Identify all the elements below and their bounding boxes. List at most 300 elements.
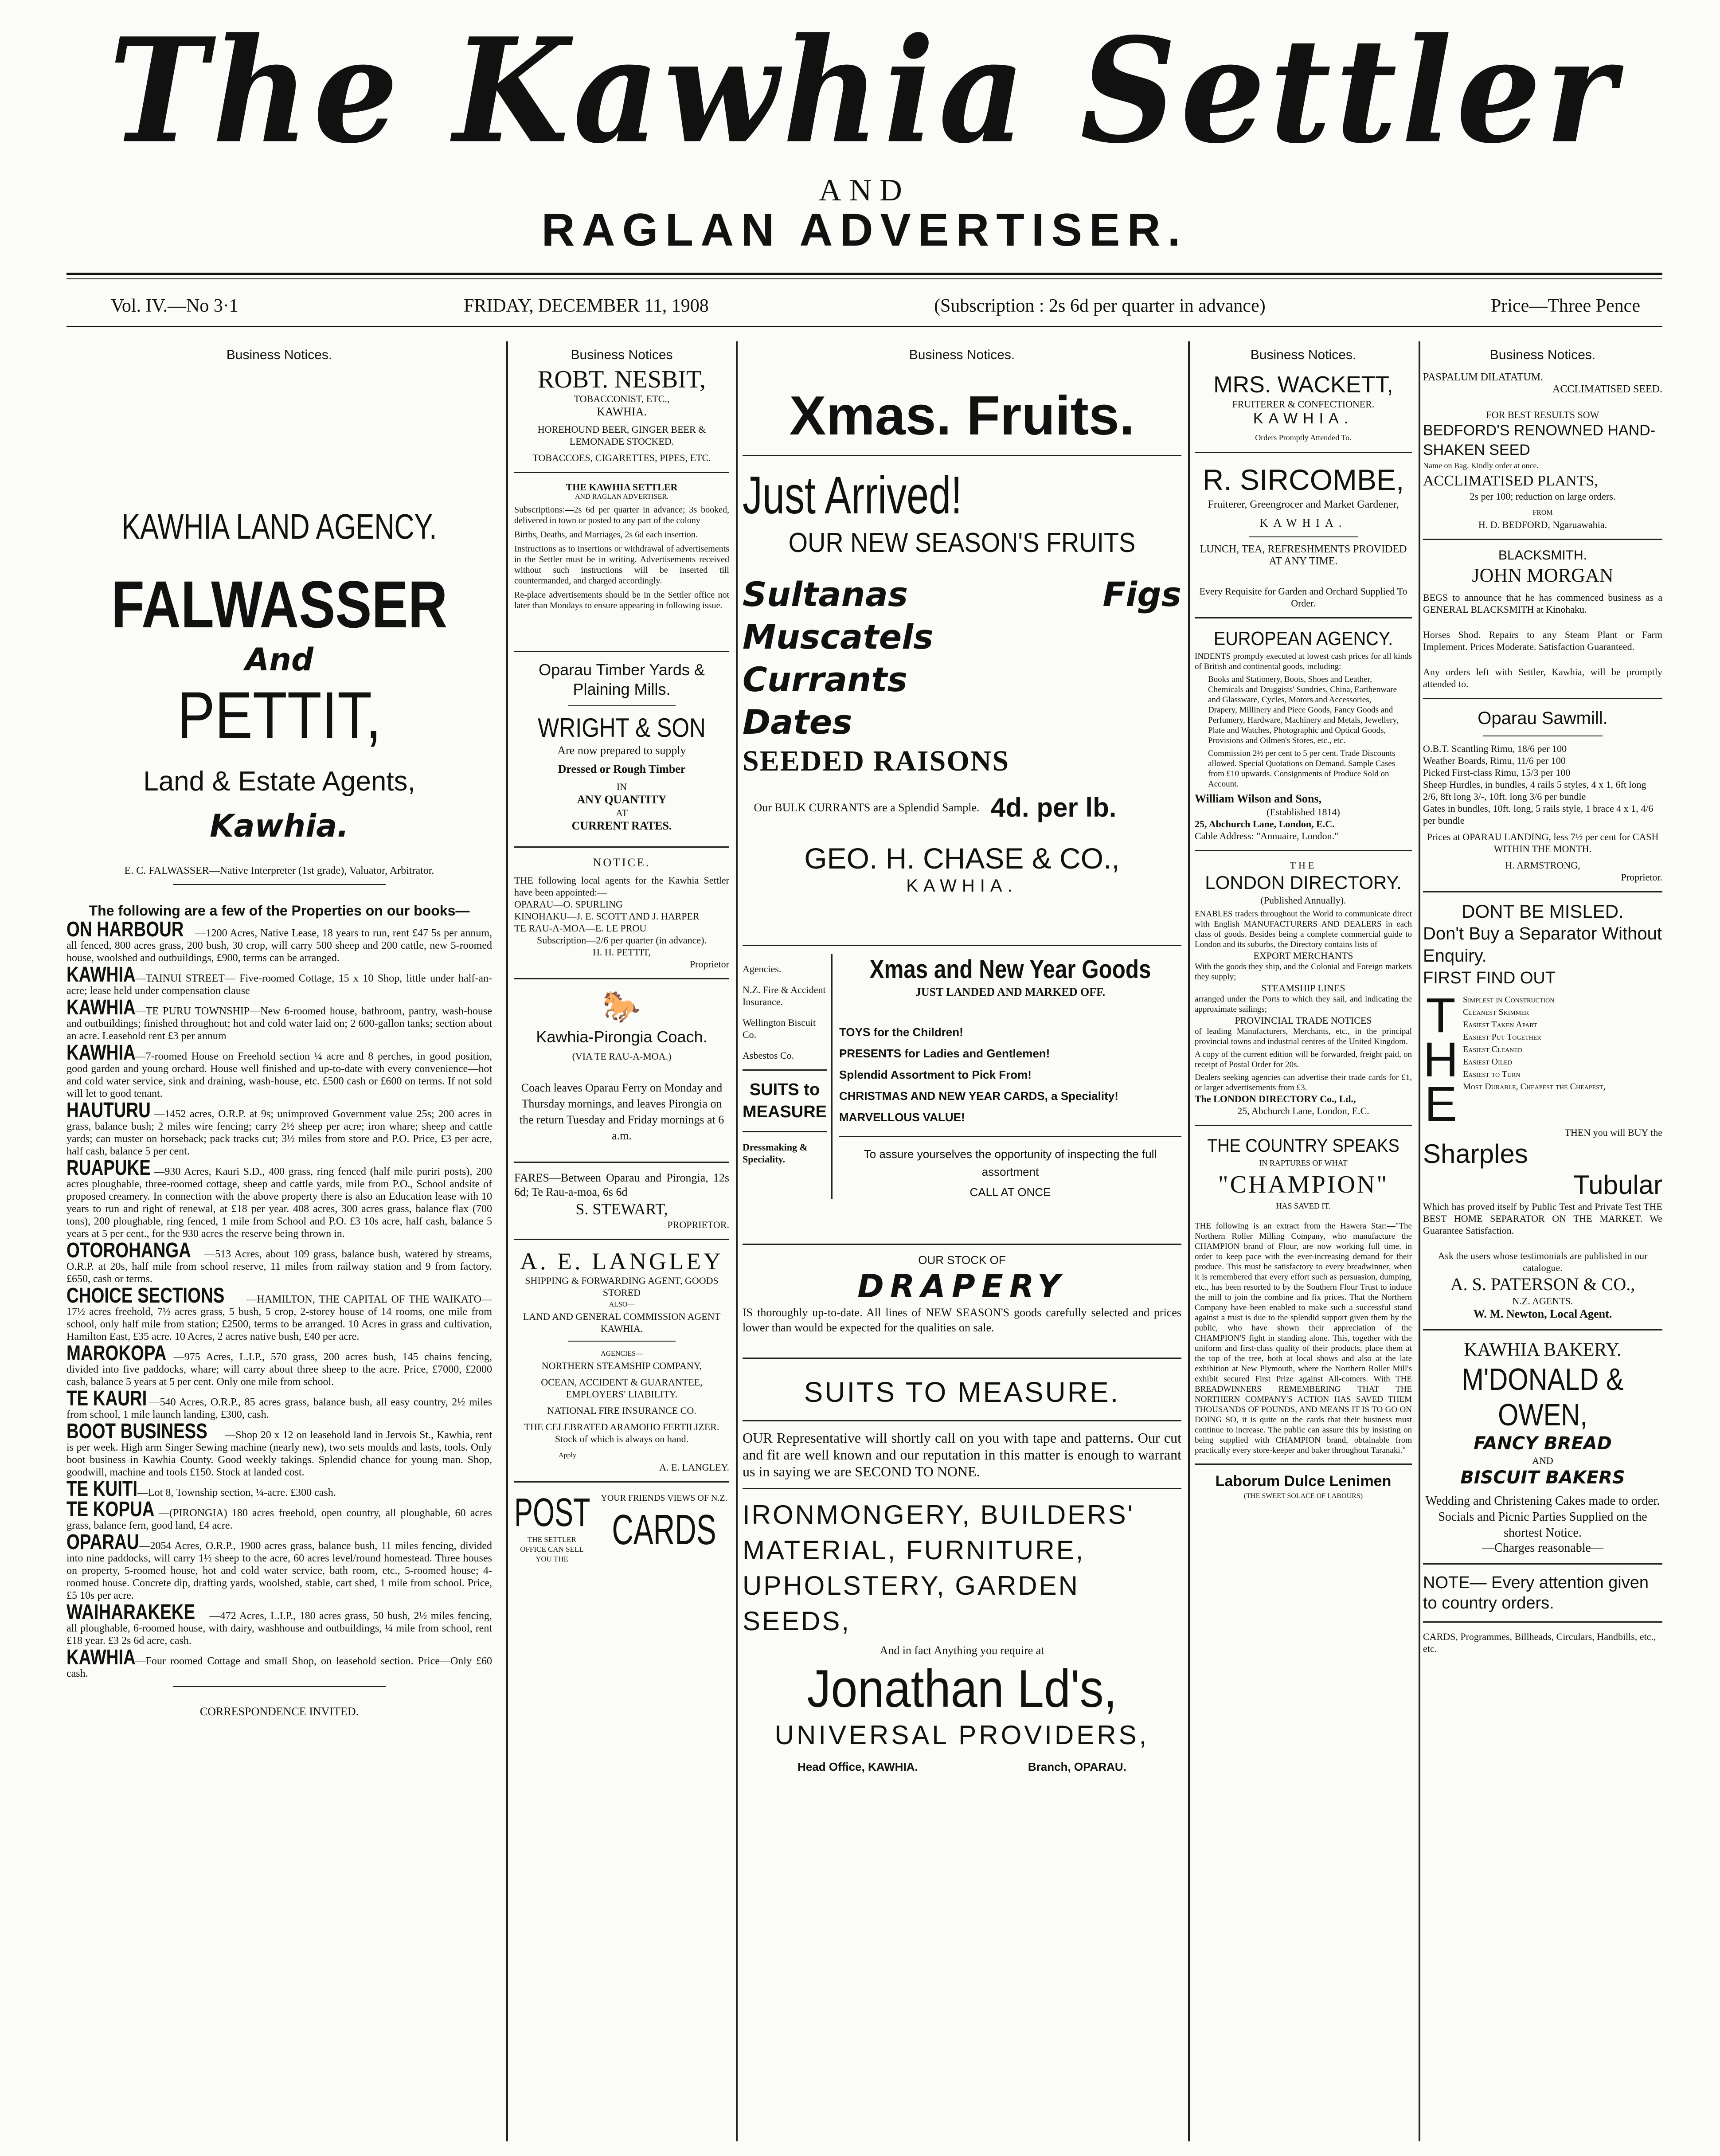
wright-son: WRIGHT & SON — [538, 713, 706, 743]
drapery-title: DRAPERY — [857, 1268, 1067, 1305]
european-list: Books and Stationery, Boots, Shoes and Leather, Chemicals and Druggists' Sundries, China, Earthenware and Glassware, Cycles, Motors and Accessories, Drapery, Millinery and Piece Goods, Fancy Goods and Perfumery, Hardware, Machinery and Metals, Jewellery, Plate and Watches, Photographic and Optical Goods, Provisions and Oilmen's Stores, etc., etc. — [1208, 675, 1399, 745]
sircombe-name: R. SIRCOMBE, — [1202, 463, 1404, 496]
assure-text: To assure yourselves the opportunity of inspecting the full assortment — [864, 1147, 1157, 1178]
column-header: Business Notices — [571, 348, 673, 362]
champion-saved: HAS SAVED IT. — [1276, 1201, 1331, 1210]
divider — [568, 1341, 676, 1342]
divider — [514, 651, 729, 652]
divider — [743, 1069, 827, 1071]
sawmill-l1: O.B.T. Scantling Rimu, 18/6 per 100 — [1423, 743, 1567, 754]
call-at-once: CALL AT ONCE — [969, 1186, 1051, 1199]
property-name: TE KUITI — [66, 1477, 137, 1501]
blacksmith-horses: Horses Shod. Repairs to any Steam Plant or Farm Implement. Prices Moderate. Satisfaction Guaranteed. — [1423, 629, 1662, 652]
champion-name: "CHAMPION" — [1218, 1171, 1389, 1198]
property-details: —TAINUI STREET— Five-roomed Cottage, 15 x 10 Shop, little under half-an-acre; lease held under compensation clause — [66, 973, 492, 997]
divider — [743, 1244, 1181, 1245]
property-details: —HAMILTON, THE CAPITAL OF THE WAIKATO—17½ acres freehold, 7½ acres grass, 5 bush, 5 crop, 2-storey house of 14 rooms, one mile from school, only half mile from station; £2500, terms to be arranged. 10 Acres in grass and cultivation, Hamilton East, £35 acre. 10 Acres, 2 acres native bush, £40 per acre. — [66, 1294, 492, 1342]
nesbit-line1: HOREHOUND BEER, GINGER BEER & LEMONADE STOCKED. — [537, 424, 706, 447]
agencies-sidebar — [743, 954, 833, 1199]
jonathan-offices — [743, 1760, 1181, 1774]
london-address: 25, Abchurch Lane, London, E.C. — [1237, 1105, 1369, 1116]
settler-notice-title: THE KAWHIA SETTLER — [566, 481, 678, 493]
agency-label: Agencies. — [743, 963, 782, 974]
divider — [743, 945, 1181, 946]
bulk-currants: Our BULK CURRANTS are a Splendid Sample. — [754, 801, 980, 814]
property-listing — [66, 1342, 492, 1388]
property-listing — [66, 1041, 492, 1100]
langley-also: ALSO— — [609, 1301, 635, 1308]
settler-subscriptions: Subscriptions:—2s 6d per quarter in advance; 3s booked, delivered in town or posted to any part of the colony — [514, 505, 729, 525]
property-name: HAUTURU — [66, 1099, 151, 1122]
goods-toys: TOYS for the Children! — [839, 1025, 963, 1039]
property-listing — [66, 996, 492, 1042]
fruit-row-1 — [743, 573, 1181, 616]
xmas-goods — [833, 954, 1181, 1199]
property-name: OTOROHANGA — [66, 1239, 191, 1262]
agency-asbestos: Asbestos Co. — [743, 1050, 794, 1061]
sawmill-role: Proprietor. — [1621, 872, 1662, 883]
seed-t2: ACCLIMATISED SEED. — [1552, 383, 1662, 395]
european-agency-title: EUROPEAN AGENCY. — [1213, 628, 1393, 650]
coach-via: (VIA TE RAU-A-MOA.) — [572, 1051, 672, 1062]
oparau-l6: CURRENT RATES. — [571, 819, 672, 832]
european-established: (Established 1814) — [1267, 806, 1340, 818]
feature-item: Most Durable, Cheapest the Cheapest, — [1463, 1082, 1606, 1092]
firm-role: Land & Estate Agents, — [143, 766, 415, 797]
property-name: KAWHIA — [66, 996, 136, 1019]
sawmill-l6: Prices at OPARAU LANDING, less 7½ per cent for CASH WITHIN THE MONTH. — [1427, 831, 1659, 854]
coach-role: PROPRIETOR. — [667, 1219, 729, 1230]
postcards-small2: THE SETTLER OFFICE CAN SELL YOU THE — [520, 1535, 584, 1563]
london-t2: arranged under the Ports to which they sail, and indicating the approximate sailings; — [1195, 994, 1412, 1014]
langley-agencies: AGENCIES— — [600, 1350, 643, 1358]
feature-item: Simplest in Construction — [1463, 995, 1555, 1005]
london-text: ENABLES traders throughout the World to communicate direct with English MANUFACTURERS AND DEALERS in each class of goods. Besides being a complete commercial guide to London and its suburbs, the Directory contains lists of— — [1195, 909, 1412, 949]
xmas-goods-sub: JUST LANDED AND MARKED OFF. — [915, 986, 1106, 998]
seed-from: FROM — [1532, 509, 1553, 517]
oparau-l1: Are now prepared to supply — [557, 744, 686, 757]
postcards-cards: CARDS — [612, 1506, 716, 1553]
langley-a1: NORTHERN STEAMSHIP COMPANY, — [541, 1360, 702, 1371]
sharples-then: THEN you will BUY the — [1564, 1127, 1662, 1138]
property-listing — [66, 1099, 492, 1158]
agency-biscuit: Wellington Biscuit Co. — [743, 1017, 816, 1040]
property-name: ON HARBOUR — [66, 918, 184, 941]
european-address: 25, Abchurch Lane, London, E.C. — [1195, 818, 1335, 830]
nesbit-line2: TOBACCOES, CIGARETTES, PIPES, ETC. — [532, 452, 711, 463]
langley-name: A. E. LANGLEY — [520, 1248, 723, 1275]
property-listing — [66, 1156, 492, 1240]
property-name: KAWHIA — [66, 963, 136, 986]
divider — [514, 1162, 729, 1163]
column-header: Business Notices. — [1250, 348, 1356, 362]
langley-l1: SHIPPING & FORWARDING AGENT, GOODS STORED — [525, 1275, 719, 1298]
property-name: BOOT BUSINESS — [66, 1420, 207, 1443]
champion-text: THE following is an extract from the Hawera Star:—"The Northern Roller Milling Company, who manufacture the CHAMPION brand of Flour, are now working full time, in order to keep pace with the ever-increasing demand for their produce. This must be satisfactory to every breadwinner, when it is remembered that every effort such as persuasion, dumping, etc., has been resorted to by the Southern Flour Trust to induce the mill to join the combine and fix prices. That the Northern Company have been enabled to make such a successful stand against a trust is due to the splendid support given them by the public, who have shown their appreciation of the CHAMPION'S fight in standing alone. This, together with the uniform and first-class quality of their products, place them at the top of the tree, both at local shows and also at the late exhibition at New Plymouth, where the Northern Roller Mill's exhibit secured First Prize against All-comers. With THE BREADWINNERS REMEMBERING THAT THE NORTHERN COMPANY'S ACTION HAS SAVED THEM THOUSANDS OF POUNDS, AND MEANS IT IS TO GO ON DOING SO, it is quite on the cards that their business must continue to increase. The public can assure this by insisting on being supplied with CHAMPION brand, obtainable from practically every store-keeper and baker throughout Taranaki." — [1195, 1221, 1412, 1455]
property-details: —Lot 8, Township section, ¼-acre. £300 cash. — [137, 1487, 336, 1499]
bakery-cards: CARDS, Programmes, Billheads, Circulars, Handbills, etc., etc. — [1423, 1631, 1656, 1654]
postcards-ad — [514, 1491, 729, 1564]
divider — [1423, 891, 1662, 892]
chase-town: KAWHIA. — [906, 876, 1018, 896]
oparau-timber-title: Oparau Timber Yards & Plaining Mills. — [539, 661, 705, 698]
newspaper-title: The Kawhia Settler — [109, 6, 1620, 176]
property-listing — [66, 1284, 492, 1343]
european-text: INDENTS promptly executed at lowest cash prices for all kinds of British and continental goods, including:— — [1195, 652, 1412, 671]
volume-number: Vol. IV.—No 3·1 — [111, 296, 238, 316]
drapery-text: IS thoroughly up-to-date. All lines of NEW SEASON'S goods carefully selected and prices lower than would be expected for the qualities on sale. — [743, 1306, 1181, 1334]
fruit-figs: Figs — [1102, 575, 1181, 614]
country-speaks-sub: IN RAPTURES OF WHAT — [1259, 1158, 1348, 1167]
langley-l2: LAND AND GENERAL COMMISSION AGENT — [523, 1311, 721, 1322]
bulk-price: 4d. per lb. — [991, 793, 1117, 822]
column-land-agency — [66, 341, 492, 2141]
bakery-charges: —Charges reasonable— — [1482, 1541, 1603, 1555]
property-listing — [66, 1600, 492, 1647]
sharples-text: Which has proved itself by Public Test and Private Test THE BEST HOME SEPARATOR ON THE MARKET. We Guarantee Satisfaction. — [1423, 1201, 1662, 1236]
fruit-currants: Currants — [743, 660, 907, 699]
paterson-agents: N.Z. AGENTS. — [1512, 1295, 1573, 1307]
stock-of: OUR STOCK OF — [918, 1253, 1006, 1267]
oparau-l5: AT — [616, 807, 628, 818]
local-agent: W. M. Newton, Local Agent. — [1473, 1307, 1612, 1320]
property-name: WAIHARAKEKE — [66, 1600, 195, 1624]
divider — [1249, 536, 1358, 537]
column-chase-co — [743, 341, 1181, 2141]
settler-notice-sub: AND RAGLAN ADVERTISER. — [575, 493, 669, 501]
country-speaks-title: THE COUNTRY SPEAKS — [1207, 1135, 1399, 1156]
sawmill-signature: H. ARMSTRONG, — [1505, 860, 1580, 871]
notice-title: NOTICE. — [593, 856, 651, 869]
goods-list — [839, 1021, 1181, 1128]
property-details: —Four roomed Cottage and small Shop, on leasehold section. Price—Only £60 cash. — [66, 1655, 492, 1679]
sircombe-requisite: Every Requisite for Garden and Orchard Supplied To Order. — [1199, 586, 1407, 609]
oparau-l2: Dressed or Rough Timber — [558, 763, 686, 775]
settler-instructions: Instructions as to insertions or withdrawal of advertisements in the Settler must be in writing. Advertisements received without such instructions will be inserted till countermanded, and charged accordingly. — [514, 544, 729, 586]
firm-name-pettit: PETTIT, — [177, 678, 382, 752]
laborum-title: Laborum Dulce Lenimen — [1215, 1473, 1392, 1490]
nesbit-town: KAWHIA. — [597, 405, 647, 418]
firm-name-and: And — [245, 642, 314, 678]
sawmill-l4: Sheep Hurdles, in bundles, 4 rails 5 styles, 4 x 1, 6ft long 2/6, 8ft long 3/-, 10ft. long 3/6 per bundle — [1423, 779, 1646, 802]
seed-t4: BEDFORD'S RENOWNED HAND-SHAKEN SEED — [1423, 422, 1656, 458]
london-t4: A copy of the current edition will be forwarded, freight paid, on receipt of Postal Order for 20s. — [1195, 1050, 1412, 1069]
land-agency-title: KAWHIA LAND AGENCY. — [121, 507, 437, 546]
sircombe-lunch: LUNCH, TEA, REFRESHMENTS PROVIDED AT ANY TIME. — [1200, 544, 1407, 567]
blacksmith-text: BEGS to announce that he has commenced business as a GENERAL BLACKSMITH at Kinohaku. — [1423, 592, 1662, 615]
oparau-l4: ANY QUANTITY — [577, 793, 667, 806]
notice-subscription: Subscription—2/6 per quarter (in advance). — [536, 935, 707, 946]
column-rule — [1188, 341, 1190, 2141]
european-commission: Commission 2½ per cent to 5 per cent. Trade Discounts allowed. Special Quotations on Demand. Sample Cases from £10 upwards. Consignments of Produce Sold on Account. — [1208, 749, 1396, 789]
property-details: —513 Acres, about 109 grass, balance bush, watered by streams, O.R.P. at 20s, half mile from school reserve, 11 miles from railway station and 9 from factory. £650, cash or terms. — [66, 1248, 492, 1285]
bakery-text: Wedding and Christening Cakes made to order. Socials and Picnic Parties Supplied on the shortest Notice. — [1425, 1494, 1660, 1540]
langley-apply: Apply — [559, 1452, 576, 1459]
sharples-find-out: FIRST FIND OUT — [1423, 969, 1556, 987]
fruit-muscatels: Muscatels — [743, 617, 934, 657]
divider — [1195, 452, 1412, 453]
divider — [514, 978, 729, 979]
property-details: —(PIRONGIA) 180 acres freehold, open country, all ploughable, 60 acres grass, balance fern, good land, £4 acre. — [66, 1507, 492, 1531]
london-h1: EXPORT MERCHANTS — [1253, 950, 1353, 961]
ironmongery-list: IRONMONGERY, BUILDERS' MATERIAL, FURNITURE, UPHOLSTERY, GARDEN SEEDS, — [743, 1500, 1135, 1636]
divider — [1195, 617, 1412, 618]
langley-a5: Stock of which is always on hand. — [555, 1433, 689, 1444]
sircombe-trade: Fruiterer, Greengrocer and Market Gardener, — [1208, 499, 1399, 510]
bakery-title: KAWHIA BAKERY. — [1464, 1340, 1622, 1360]
sawmill-l2: Weather Boards, Rimu, 11/6 per 100 — [1423, 755, 1566, 766]
london-directory-title: LONDON DIRECTORY. — [1205, 872, 1402, 893]
seed-t7: 2s per 100; reduction on large orders. — [1470, 491, 1616, 502]
blacksmith-label: BLACKSMITH. — [1498, 548, 1587, 563]
divider — [1423, 698, 1662, 699]
divider — [514, 846, 729, 848]
notice-role: Proprietor — [689, 959, 729, 970]
dateline-rule — [66, 326, 1662, 327]
sharples-features — [1463, 994, 1605, 1127]
divider — [1423, 1621, 1662, 1623]
langley-a2: OCEAN, ACCIDENT & GUARANTEE, EMPLOYERS' LIABILITY. — [541, 1377, 703, 1400]
property-details: —2054 Acres, O.R.P., 1900 acres grass, balance bush, 11 miles fencing, divided into nine paddocks, will carry 1½ sheep to the acre, 60 acres level/round homestead. Three houses on property, 5-roomed house, hot and cold water service, bath room, etc., 5-roomed house; 4-roomed house. Concrete dip, drafting yards, woolshed, stable, cart shed, 1 mile from school. Price, £5 10s per acre. — [66, 1540, 492, 1601]
goods-value: MARVELLOUS VALUE! — [839, 1111, 965, 1124]
paterson-firm: A. S. PATERSON & CO., — [1450, 1274, 1635, 1294]
feature-item: Easiest Cleaned — [1463, 1045, 1522, 1054]
correspondence-invited: CORRESPONDENCE INVITED. — [199, 1705, 359, 1718]
blacksmith-orders: Any orders left with Settler, Kawhia, will be promptly attended to. — [1423, 666, 1662, 689]
property-listing — [66, 963, 492, 997]
sawmill-l5: Gates in bundles, 10ft. long, 5 rails style, 1 brace 4 x 1, 4/6 per bundle — [1423, 803, 1654, 826]
wackett-name: MRS. WACKETT, — [1213, 372, 1393, 398]
laborum-sub: (THE SWEET SOLACE OF LABOURS) — [1243, 1492, 1363, 1500]
divider — [743, 1488, 1181, 1489]
coach-text: Coach leaves Oparau Ferry on Monday and Thursday mornings, and leaves Pirongia on the return Tuesday and Friday mornings at 6 a.m. — [519, 1081, 724, 1142]
price-note: Price—Three Pence — [1490, 296, 1640, 316]
firm-town: Kawhia. — [210, 808, 349, 844]
property-name: KAWHIA — [66, 1646, 136, 1669]
divider — [1195, 850, 1412, 851]
bakery-fancy: FANCY BREAD — [1474, 1433, 1612, 1454]
property-name: OPARAU — [66, 1530, 139, 1554]
seed-t3: FOR BEST RESULTS SOW — [1486, 409, 1599, 420]
feature-item: Easiest Oiled — [1463, 1057, 1512, 1067]
sharples-the-list — [1423, 988, 1662, 1131]
agency-insurance: N.Z. Fire & Accident Insurance. — [743, 984, 826, 1007]
column-rule — [506, 341, 508, 2141]
seed-t6: ACCLIMATISED PLANTS, — [1423, 473, 1598, 489]
divider — [173, 884, 386, 885]
divider — [743, 1420, 1181, 1421]
chase-lower-ad — [743, 954, 1181, 1199]
just-arrived: Just Arrived! — [743, 466, 962, 525]
langley-a3: NATIONAL FIRE INSURANCE CO. — [547, 1405, 696, 1416]
property-listing — [66, 1530, 492, 1602]
masthead — [66, 6, 1662, 257]
property-details: —472 Acres, L.I.P., 180 acres grass, 50 bush, 2½ miles fencing, all ploughable, 6-roomed house, with dairy, washhouse and outbuildings, ¼ mile from school, rent £18 year. £3 2s 6d acre, cash. — [66, 1610, 492, 1647]
column-rule — [1419, 341, 1420, 2141]
bakery-and: AND — [1532, 1455, 1553, 1466]
divider — [1195, 1125, 1412, 1126]
london-the: THE — [1290, 860, 1317, 871]
divider — [514, 1481, 729, 1483]
european-cable: Cable Address: "Annuaire, London." — [1195, 830, 1339, 841]
coach-icon: 🐎 — [602, 990, 641, 1024]
notice-agent3: TE RAU-A-MOA—E. LE PROU — [514, 923, 647, 934]
sawmill-l3: Picked First-class Rimu, 15/3 per 100 — [1423, 767, 1571, 778]
blacksmith-name: JOHN MORGAN — [1472, 564, 1614, 586]
bakery-biscuit: BISCUIT BAKERS — [1460, 1467, 1625, 1488]
notice-agent1: OPARAU—O. SPURLING — [514, 899, 623, 910]
property-listing — [66, 1420, 492, 1479]
property-name: KAWHIA — [66, 1041, 136, 1064]
property-listing — [66, 1477, 492, 1501]
property-details: —975 Acres, L.I.P., 570 grass, 200 acres bush, 145 chains fencing, divided into five paddocks, whare; will carry about three sheep to the acre. Price, £7000, £2000 cash, balance 5 years at 5 per cent. Only one mile from school. — [66, 1351, 492, 1388]
divider — [1423, 539, 1662, 540]
sharples-ask: Ask the users whose testimonials are published in our catalogue. — [1438, 1250, 1648, 1273]
divider — [514, 1239, 729, 1240]
masthead-rule — [66, 273, 1662, 275]
langley-a4: THE CELEBRATED ARAMOHO FERTILIZER. — [524, 1421, 719, 1432]
seed-signature: H. D. BEDFORD, Ngaruawahia. — [1478, 519, 1607, 530]
seeded-raisons: SEEDED RAISONS — [743, 745, 1010, 777]
property-name: TE KOPUA — [66, 1498, 155, 1521]
property-details: —1200 Acres, Native Lease, 18 years to run, rent £47 5s per annum, all fenced, 800 acres grass, 200 bush, 30 crop, will carry 500 sheep and 200 cattle, new 5-roomed house, woolshed and outbuildings, £900, terms can be arranged. — [66, 927, 492, 964]
anything-text: And in fact Anything you require at — [880, 1644, 1044, 1657]
london-published: (Published Annually). — [1260, 895, 1346, 906]
letter-e: E — [1424, 1077, 1457, 1131]
divider — [839, 1136, 1181, 1137]
feature-item: Cleanest Skimmer — [1463, 1007, 1529, 1017]
oparau-l3: IN — [616, 781, 627, 792]
divider — [514, 472, 729, 473]
wackett-town: KAWHIA. — [1253, 410, 1354, 427]
column-header: Business Notices. — [1489, 348, 1596, 362]
new-season-fruits: OUR NEW SEASON'S FRUITS — [788, 528, 1136, 558]
subscription-note: (Subscription : 2s 6d per quarter in advance) — [934, 296, 1266, 316]
column-header: Business Notices. — [909, 348, 1015, 362]
property-details: —Shop 20 x 12 on leasehold land in Jervois St., Kawhia, rent is per week. High arm Singer Sewing machine (nearly new), two sets moulds and lasts, tools. Only boot business in Kawhia County. Good weekly takings. Splendid chance for young man. Shop, goodwill, machine and tools £150. Stock at landed cost. — [66, 1429, 492, 1478]
feature-item: Easiest Taken Apart — [1463, 1020, 1537, 1029]
london-h3: PROVINCIAL TRADE NOTICES — [1235, 1015, 1372, 1026]
sharples-the-letters — [1423, 988, 1458, 1131]
letter-t: T — [1426, 988, 1456, 1043]
property-name: TE KAURI — [66, 1387, 147, 1410]
letter-h: H — [1423, 1033, 1458, 1087]
property-listing — [66, 918, 492, 964]
london-t5: Dealers seeking agencies can advertise their trade cards for £1, or larger advertisements from £3. — [1195, 1073, 1412, 1092]
property-details: —930 Acres, Kauri S.D., 400 grass, ring fenced (half mile puriri posts), 200 acres ploughable, three-roomed cottage, sheep and cattle yards, mile from P.O., School andsite of proposed creamery. In connection with the above property there is also an Education lease with 10 years to run and right of renewal, at £18 per year. 408 acres, 300 acres grass, balance flax (700 tons), 200 ploughable, ring fenced, 1 mile from School and P.O. £3 10s acre, half cash, balance 5 years at 5 per cent., for the 930 acres the reserve being thrown in. — [66, 1166, 492, 1240]
jonathan-name: Jonathan Ld's, — [807, 1659, 1117, 1718]
property-name: MAROKOPA — [66, 1342, 167, 1365]
branch-office: Branch, OPARAU. — [1028, 1760, 1126, 1773]
masthead-rule-thin — [66, 278, 1662, 279]
london-h2: STEAMSHIP LINES — [1261, 982, 1345, 994]
universal-providers: UNIVERSAL PROVIDERS, — [774, 1720, 1149, 1750]
divider — [743, 455, 1181, 456]
london-t3: of leading Manufacturers, Merchants, etc., in the principal provincial towns and industrial centres of the United Kingdom. — [1195, 1027, 1412, 1046]
coach-fares: FARES—Between Oparau and Pirongia, 12s 6d; Te Rau-a-moa, 6s 6d — [514, 1171, 729, 1198]
sawmill-title: Oparau Sawmill. — [1478, 708, 1608, 728]
notice-agent2: KINOHAKU—J. E. SCOTT AND J. HARPER — [514, 911, 700, 922]
issue-date: FRIDAY, DECEMBER 11, 1908 — [464, 296, 709, 316]
notice-text: THE following local agents for the Kawhia Settler have been appointed:— — [514, 875, 729, 898]
bakery-note: NOTE— Every attention given to country orders. — [1423, 1573, 1649, 1612]
xmas-fruits-title: Xmas. Fruits. — [789, 385, 1135, 446]
divider — [1423, 1329, 1662, 1330]
european-firm: William Wilson and Sons, — [1195, 792, 1322, 805]
wackett-orders: Orders Promptly Attended To. — [1255, 433, 1352, 442]
property-name: CHOICE SECTIONS — [66, 1284, 225, 1307]
representative-text: OUR Representative will shortly call on you with tape and patterns. Our cut and fit are well known and our reputation in this matter is enough to warrant us in saying we are SECOND TO NONE. — [743, 1430, 1181, 1479]
seed-t1: PASPALUM DILATATUM. — [1423, 372, 1544, 383]
sharples-misled: DONT BE MISLED. — [1462, 901, 1624, 922]
property-list — [66, 918, 492, 1680]
fruit-sultanas: Sultanas — [743, 575, 908, 614]
dateline — [111, 293, 1640, 319]
column-header: Business Notices. — [226, 348, 332, 362]
chase-firm: GEO. H. CHASE & CO., — [804, 842, 1120, 875]
property-details: —TE PURU TOWNSHIP—New 6-roomed house, bathroom, pantry, wash-house and outbuildings; finished throughout; hot and cold water laid on; 2 600-gallon tanks; section about an acre. Leasehold rent £3 per annum — [66, 1006, 492, 1042]
property-details: —1452 acres, O.R.P. at 9s; unimproved Government value 25s; 200 acres in grass, balance bush; 2 miles wire fencing; carry 2½ sheep per acre; iron whare; sheep and cattle yards; can muster on horseback; pack tracks cut; 3½ miles from store and P.O. Price, £3 per acre, half cash, balance 5 per cent. — [66, 1108, 492, 1157]
settler-replace: Re-place advertisements should be in the Settler office not later than Mondays to ensure appearing in following issue. — [514, 590, 729, 610]
nesbit-trade: TOBACCONIST, ETC., — [574, 393, 670, 404]
coach-signature: S. STEWART, — [575, 1200, 668, 1218]
property-listing — [66, 1646, 492, 1680]
postcards-post: POST — [514, 1491, 590, 1535]
divider — [1423, 1563, 1662, 1565]
postcards-small1: YOUR FRIENDS VIEWS OF N.Z. — [601, 1493, 727, 1503]
divider — [568, 705, 676, 706]
dressmaking: Dressmaking & Speciality. — [743, 1142, 808, 1165]
property-name: RUAPUKE — [66, 1156, 151, 1180]
goods-cards: CHRISTMAS AND NEW YEAR CARDS, a Speciality! — [839, 1089, 1118, 1103]
seed-t5: Name on Bag. Kindly order at once. — [1423, 461, 1539, 470]
bakery-name: M'DONALD & OWEN, — [1462, 1362, 1624, 1432]
notice-signature: H. H. PETTIT, — [593, 947, 651, 958]
head-office: Head Office, KAWHIA. — [797, 1760, 918, 1773]
feature-item: Easiest Put Together — [1463, 1032, 1541, 1042]
suits-measure: SUITS to MEASURE — [743, 1080, 827, 1121]
divider — [743, 1358, 1181, 1359]
column-seeds-sharples — [1423, 341, 1662, 2141]
divider — [173, 1686, 386, 1687]
divider — [743, 1131, 827, 1132]
column-european-agency — [1195, 341, 1412, 2141]
fruit-dates: Dates — [743, 702, 852, 742]
column-local-notices — [514, 341, 729, 2141]
masthead-and: AND — [819, 173, 910, 207]
settler-births: Births, Deaths, and Marriages, 2s 6d each insertion. — [514, 530, 698, 540]
langley-signature: A. E. LANGLEY. — [659, 1462, 729, 1473]
falwasser-credentials: E. C. FALWASSER—Native Interpreter (1st grade), Valuator, Arbitrator. — [124, 865, 434, 876]
sharples-name: Sharples — [1423, 1139, 1528, 1169]
property-listing — [66, 1498, 492, 1532]
bulk-currants-row — [743, 792, 1181, 823]
divider — [1195, 1463, 1412, 1465]
newspaper-subtitle: RAGLAN ADVERTISER. — [541, 204, 1188, 256]
coach-title: Kawhia-Pirongia Coach. — [536, 1028, 708, 1046]
tubular-name: Tubular — [1573, 1170, 1662, 1200]
property-listing — [66, 1387, 492, 1421]
xmas-goods-title: Xmas and New Year Goods — [869, 955, 1151, 984]
feature-item: Easiest to Turn — [1463, 1069, 1521, 1079]
suits-to-measure: SUITS TO MEASURE. — [804, 1376, 1120, 1408]
goods-presents: PRESENTS for Ladies and Gentlemen! — [839, 1047, 1050, 1060]
nesbit-name: ROBT. NESBIT, — [537, 366, 706, 393]
sharples-dont-buy: Don't Buy a Separator Without Enquiry. — [1423, 924, 1662, 966]
london-t1: With the goods they ship, and the Colonial and Foreign markets they supply; — [1195, 962, 1412, 982]
property-details: —7-roomed House on Freehold section ¼ acre and 8 perches, in good position, good garden and young orchard. House well finished and up-to-date with every convenience—hot and cold water service, sink and draining, wash-house, etc. £500 cash or £600 on terms. If not sold will let to good tenant. — [66, 1051, 492, 1100]
column-rule — [736, 341, 738, 2141]
